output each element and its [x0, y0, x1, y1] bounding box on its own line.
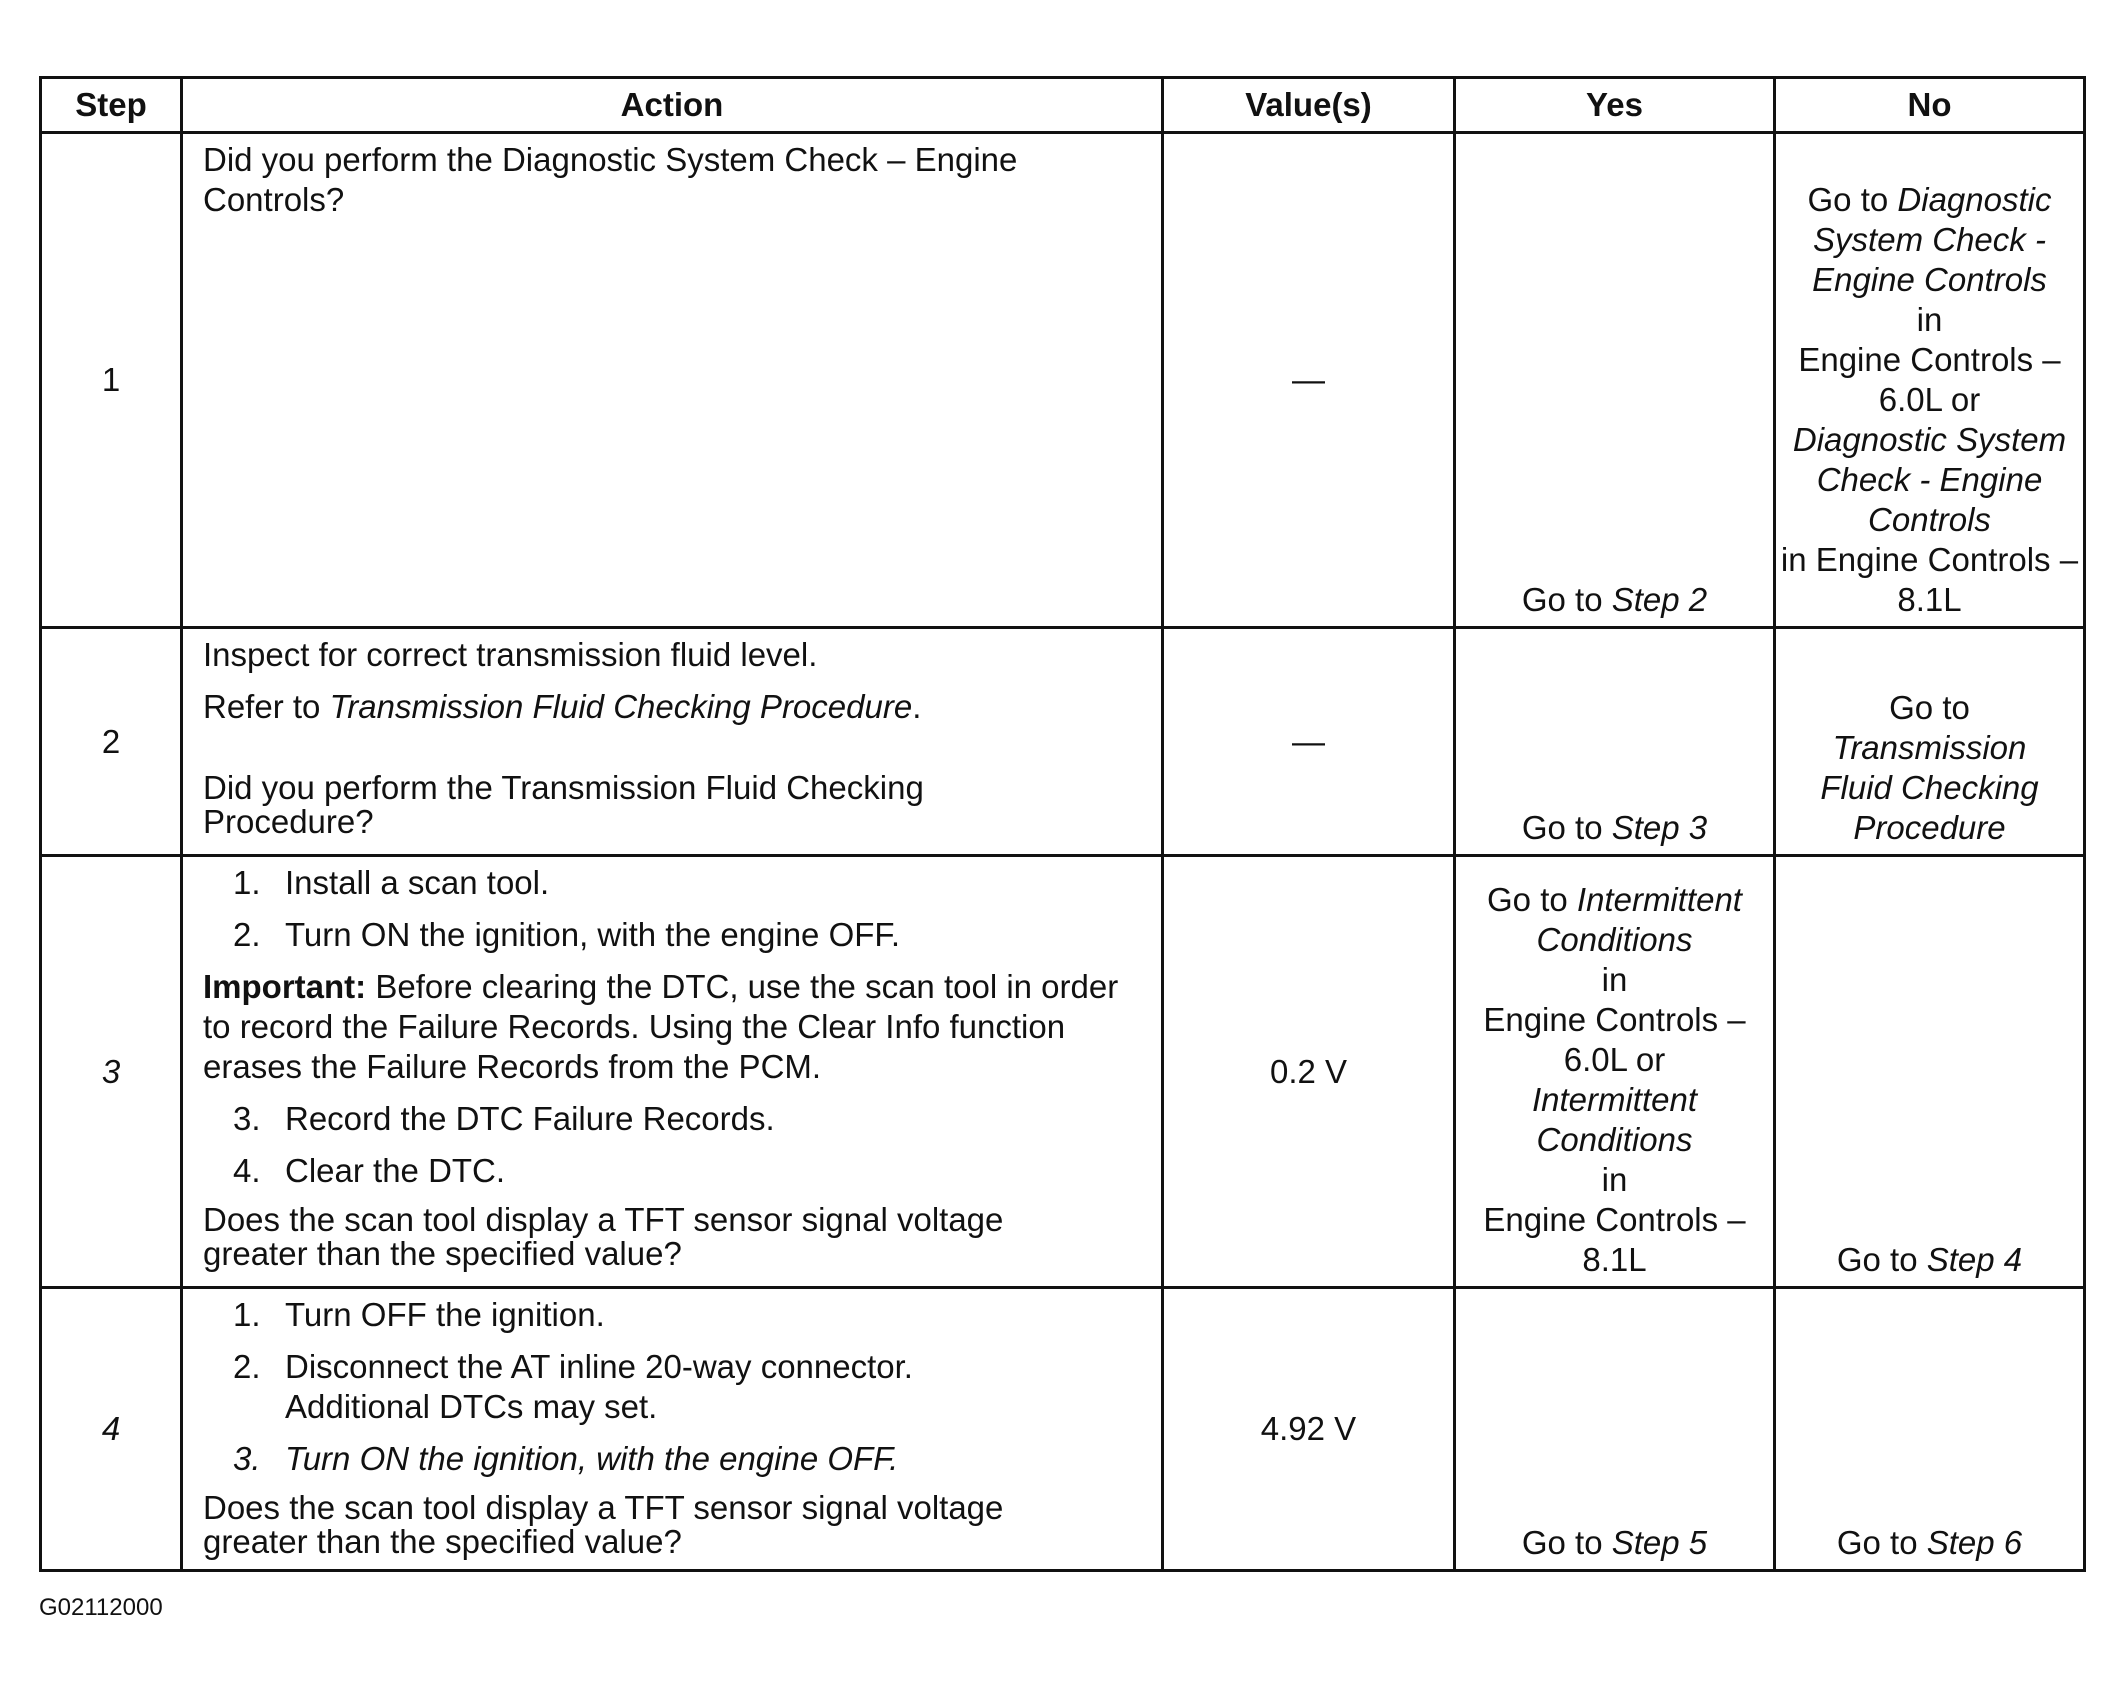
yes-in: in — [1601, 961, 1628, 998]
no-engine-controls-8-1: in Engine Controls – 8.1L — [1780, 541, 2079, 618]
action-steps-a — [203, 863, 1141, 955]
yes-cell — [1455, 628, 1775, 856]
no-prefix: Go to — [1889, 689, 1970, 726]
step-text: Clear the DTC. — [285, 1152, 506, 1189]
step-number: 3 — [41, 856, 182, 1288]
step-num: 4. — [233, 1152, 261, 1189]
step-text: Turn ON the ignition, with the engine OFF. — [285, 1440, 899, 1477]
table-row-step-4 — [41, 1288, 2085, 1571]
step-num: 3. — [233, 1440, 261, 1477]
action-step — [203, 863, 1141, 903]
yes-link[interactable]: Step 2 — [1611, 581, 1708, 618]
action-question: Does the scan tool display a TFT sensor signal voltage greater than the specified value? — [203, 1489, 1004, 1560]
value-cell: — — [1163, 628, 1455, 856]
step-text: Turn ON the ignition, with the engine OFF. — [285, 916, 901, 953]
no-cell — [1775, 1288, 2085, 1571]
yes-link[interactable]: Step 5 — [1611, 1524, 1708, 1561]
no-link[interactable]: Step 4 — [1926, 1241, 2023, 1278]
important-note — [203, 967, 1141, 1087]
value-cell: 4.92 V — [1163, 1288, 1455, 1571]
step-num: 3. — [233, 1100, 261, 1137]
step-num: 1. — [233, 864, 261, 901]
step-text: Install a scan tool. — [285, 864, 550, 901]
action-step — [203, 1151, 1141, 1191]
step-text: Disconnect the AT inline 20-way connector. Additional DTCs may set. — [285, 1348, 913, 1425]
refer-link[interactable]: Transmission Fluid Checking Procedure — [329, 688, 913, 725]
action-step — [203, 915, 1141, 955]
yes-cell — [1455, 1288, 1775, 1571]
header-row — [41, 78, 2085, 133]
action-cell — [182, 133, 1163, 628]
yes-in: in — [1601, 1161, 1628, 1198]
table-row-step-2 — [41, 628, 2085, 856]
header-values: Value(s) — [1163, 78, 1455, 133]
yes-prefix: Go to — [1487, 881, 1568, 918]
action-question: Does the scan tool display a TFT sensor signal voltage greater than the specified value? — [203, 1201, 1004, 1272]
no-cell — [1775, 856, 2085, 1288]
step-num: 1. — [233, 1296, 261, 1333]
step-number: 2 — [41, 628, 182, 856]
yes-prefix: Go to — [1521, 809, 1603, 846]
header-no: No — [1775, 78, 2085, 133]
table-row-step-1 — [41, 133, 2085, 628]
no-link[interactable]: Step 6 — [1926, 1524, 2023, 1561]
step-number: 4 — [41, 1288, 182, 1571]
no-in: in — [1916, 301, 1943, 338]
action-steps-b — [203, 1099, 1141, 1191]
yes-link[interactable]: Step 3 — [1611, 809, 1708, 846]
yes-cell — [1455, 856, 1775, 1288]
action-step — [203, 1295, 1141, 1335]
yes-prefix: Go to — [1521, 1524, 1603, 1561]
action-refer — [203, 687, 1141, 727]
action-question: Did you perform the Transmission Fluid Checking Procedure? — [203, 769, 924, 840]
step-text: Turn OFF the ignition. — [285, 1296, 605, 1333]
no-engine-controls-6-0: Engine Controls – 6.0L or — [1798, 341, 2061, 418]
important-text: Before clearing the DTC, use the scan tool in order to record the Failure Records. Using the Clear Info function erases the Failure Records from the PCM. — [203, 968, 1119, 1085]
value-cell: — — [1163, 133, 1455, 628]
action-line: Inspect for correct transmission fluid level. — [203, 636, 818, 673]
yes-link-intermittent-6-0[interactable]: Intermittent Conditions — [1536, 881, 1742, 958]
step-number: 1 — [41, 133, 182, 628]
step-text: Record the DTC Failure Records. — [285, 1100, 775, 1137]
yes-link-intermittent-8-1[interactable]: Intermittent Conditions — [1531, 1081, 1698, 1158]
yes-engine-controls-8-1: Engine Controls – 8.1L — [1483, 1201, 1746, 1278]
step-num: 2. — [233, 1348, 261, 1385]
no-link[interactable]: Transmission Fluid Checking Procedure — [1820, 729, 2039, 846]
action-question: Did you perform the Diagnostic System Check – Engine Controls? — [203, 141, 1018, 218]
action-step — [203, 1099, 1141, 1139]
no-prefix: Go to — [1836, 1524, 1918, 1561]
header-yes: Yes — [1455, 78, 1775, 133]
action-cell — [182, 856, 1163, 1288]
action-step — [203, 1347, 1141, 1427]
yes-engine-controls-6-0: Engine Controls – 6.0L or — [1483, 1001, 1746, 1078]
no-cell — [1775, 133, 2085, 628]
header-step: Step — [41, 78, 182, 133]
no-link-diagnostic-check-6-0[interactable]: Diagnostic System Check - Engine Controls — [1812, 181, 2052, 298]
important-label: Important: — [203, 968, 367, 1005]
value-cell: 0.2 V — [1163, 856, 1455, 1288]
diagnostic-table — [39, 76, 2086, 1572]
action-cell — [182, 1288, 1163, 1571]
action-cell — [182, 628, 1163, 856]
no-prefix: Go to — [1836, 1241, 1918, 1278]
yes-prefix: Go to — [1521, 581, 1603, 618]
no-cell — [1775, 628, 2085, 856]
action-steps — [203, 1295, 1141, 1479]
figure-code: G02112000 — [39, 1594, 163, 1621]
header-action: Action — [182, 78, 1163, 133]
no-prefix: Go to — [1807, 181, 1889, 218]
table-row-step-3 — [41, 856, 2085, 1288]
action-step — [203, 1439, 1141, 1479]
yes-cell — [1455, 133, 1775, 628]
refer-prefix: Refer to — [203, 688, 321, 725]
refer-suffix: . — [912, 688, 922, 725]
no-link-diagnostic-check-8-1[interactable]: Diagnostic System Check - Engine Controls — [1792, 421, 2067, 538]
step-num: 2. — [233, 916, 261, 953]
